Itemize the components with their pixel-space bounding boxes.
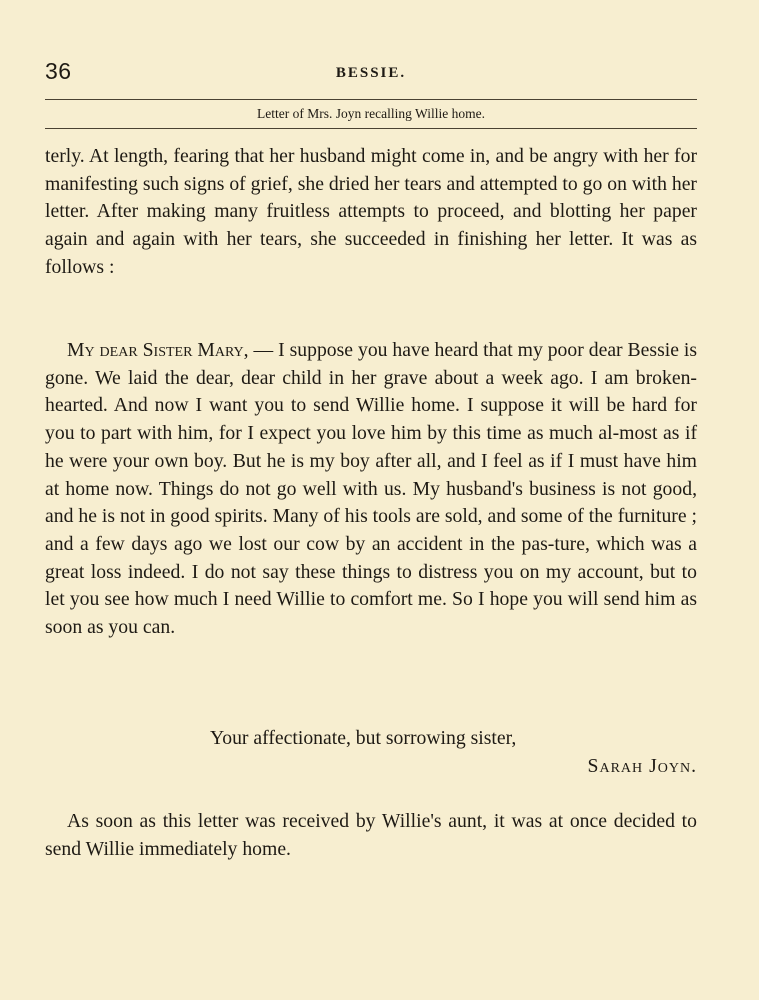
letter-text: — I suppose you have heard that my poor dear Bessie is gone. We laid the dear, dear child in her grave about a week ago. I am broken-hearted. And now I want you to send Willie home. I suppose it will be hard for you to part with him, for I expect you love him by this time as much al-most as if he were your own boy. But he is my boy after all, and I feel as if I must have him at home now. Things do not go well with us. My husband's business is not good, and he is not in good spirits. Many of his tools are sold, and some of the furniture ; and a few days ago we lost our cow by an accident in the pas-ture, which was a great loss indeed. I do not say these things to distress you on my account, but to let you see how much I need Willie to comfort me. So I hope you will send him as soon as you can. — [45, 339, 697, 639]
running-title: BESSIE. — [335, 65, 407, 81]
book-page — [45, 0, 697, 1000]
letter-closing: Your affectionate, but sorrowing sister, — [210, 727, 517, 749]
header-rule-bottom — [45, 128, 697, 129]
letter-signature: Sarah Joyn. — [587, 755, 697, 777]
header-rule-top — [45, 99, 697, 100]
section-subheading: Letter of Mrs. Joyn recalling Willie home. — [257, 106, 485, 121]
paragraph-continuation: terly. At length, fearing that her husband might come in, and be angry with her for manifesting such signs of grief, she dried her tears and attempted to go on with her letter. After making many fruitless attempts to proceed, and blotting her paper again and again with her tears, she succeeded in finishing her letter. It was as follows : — [45, 145, 697, 278]
letter-body — [45, 337, 697, 642]
page-header — [45, 58, 697, 88]
paragraph-conclusion: As soon as this letter was received by Willie's aunt, it was at once decided to send Willie immediately home. — [45, 810, 697, 860]
letter-salutation: My dear Sister Mary, — [67, 339, 249, 361]
page-number: 36 — [45, 58, 72, 84]
